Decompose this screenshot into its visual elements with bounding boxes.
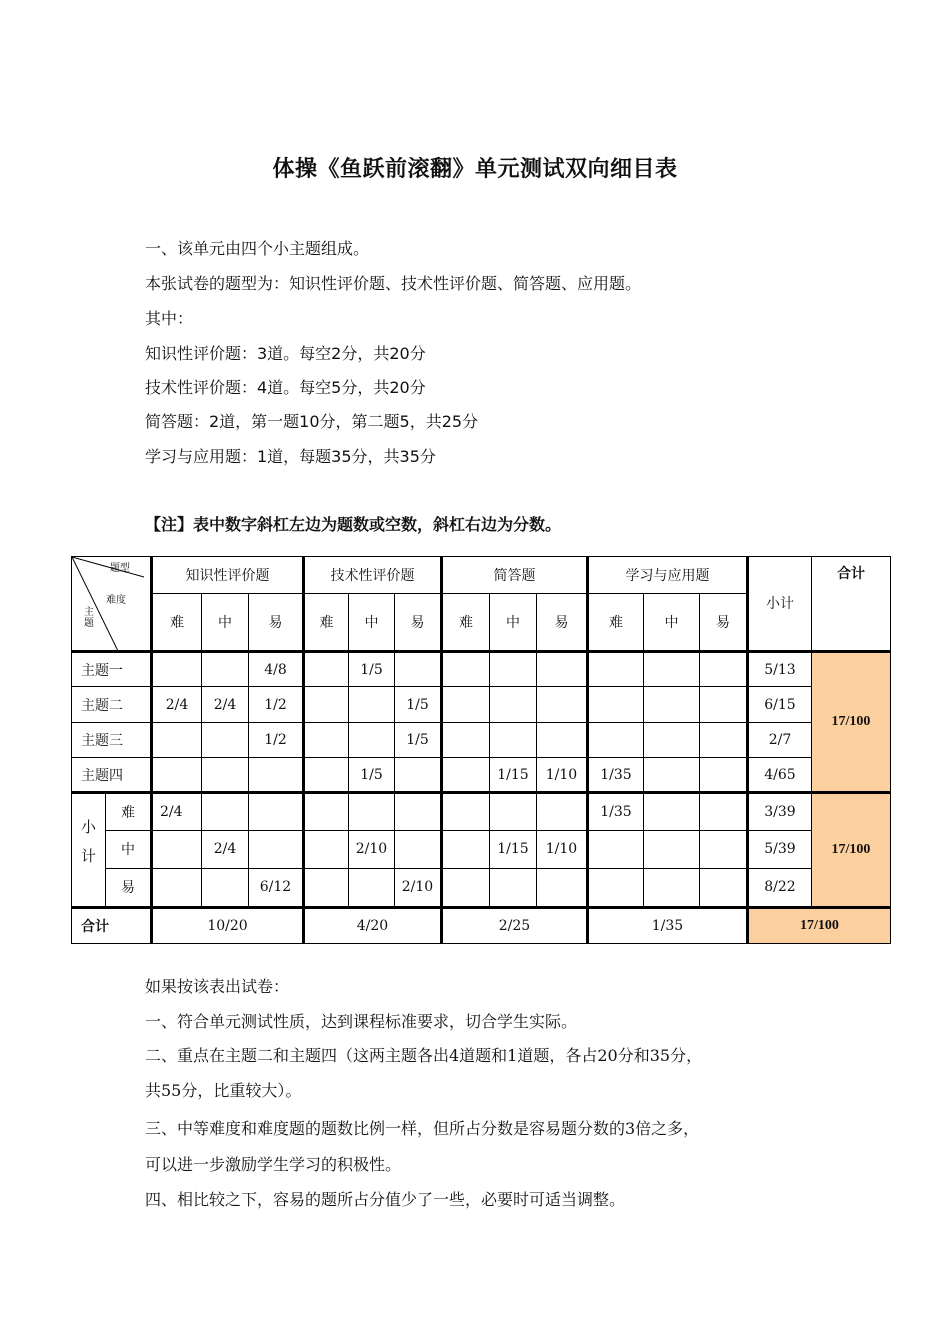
cell (349, 793, 395, 830)
cell: 2/4 (152, 687, 202, 722)
intro-line: 简答题：2道，第一题10分，第二题5，共25分 (145, 412, 479, 431)
conclusion-line: 四、相比较之下，容易的题所占分值少了一些，必要时可适当调整。 (145, 1190, 626, 1209)
level-label: 难 (106, 793, 152, 830)
cell: 1/5 (349, 651, 395, 686)
subtotal-cell: 5/39 (748, 830, 812, 868)
cell (202, 758, 249, 793)
level-header: 中 (349, 594, 395, 652)
cell: 1/15 (490, 758, 537, 793)
cell (304, 722, 349, 757)
topic-label: 主题三 (72, 722, 152, 757)
cell: 1/10 (537, 758, 588, 793)
conclusion-line: 三、中等难度和难度题的题数比例一样，但所占分数是容易题分数的3倍之多， (145, 1119, 700, 1138)
cell (442, 651, 490, 686)
total-application: 1/35 (588, 907, 748, 943)
cell (700, 687, 748, 722)
type-header-short-answer: 简答题 (442, 557, 588, 594)
cell (490, 722, 537, 757)
cell (152, 830, 202, 868)
cell (537, 651, 588, 686)
cell (490, 793, 537, 830)
level-header: 难 (304, 594, 349, 652)
cell (395, 793, 442, 830)
corner-header (72, 557, 152, 652)
corner-type-label: 题型 (110, 563, 130, 574)
cell (304, 758, 349, 793)
cell (304, 651, 349, 686)
cell: 2/10 (395, 869, 442, 907)
cell (588, 830, 644, 868)
total-row (72, 907, 891, 943)
cell (644, 758, 700, 793)
cell (700, 651, 748, 686)
table-row (72, 687, 891, 722)
cell: 2/4 (202, 687, 249, 722)
grand-total-cell: 17/100 (748, 907, 891, 943)
level-header: 难 (152, 594, 202, 652)
subtotal-cell: 6/15 (748, 687, 812, 722)
cell (588, 651, 644, 686)
subtotal-cell: 5/13 (748, 651, 812, 686)
cell (152, 869, 202, 907)
cell (537, 869, 588, 907)
topic-label: 主题一 (72, 651, 152, 686)
intro-line: 技术性评价题：4道。每空5分，共20分 (145, 378, 426, 397)
conclusion-line: 共55分，比重较大）。 (145, 1081, 302, 1100)
type-header-knowledge: 知识性评价题 (152, 557, 304, 594)
cell (152, 722, 202, 757)
level-header: 易 (395, 594, 442, 652)
cell (249, 793, 304, 830)
conclusion-line: 一、符合单元测试性质，达到课程标准要求，切合学生实际。 (145, 1012, 578, 1031)
topic-label: 主题四 (72, 758, 152, 793)
cell: 1/35 (588, 758, 644, 793)
cell: 1/35 (588, 793, 644, 830)
table-row (72, 869, 891, 907)
total-knowledge: 10/20 (152, 907, 304, 943)
level-header: 中 (202, 594, 249, 652)
cell (490, 869, 537, 907)
cell (588, 869, 644, 907)
level-group-label: 小计 (72, 793, 106, 907)
intro-line: 其中： (145, 309, 194, 328)
cell (442, 793, 490, 830)
cell (152, 651, 202, 686)
table-row (72, 793, 891, 830)
cell: 4/8 (249, 651, 304, 686)
cell (490, 687, 537, 722)
cell (588, 722, 644, 757)
level-header: 易 (700, 594, 748, 652)
cell (349, 722, 395, 757)
cell (537, 793, 588, 830)
table-row (72, 758, 891, 793)
cell (644, 722, 700, 757)
level-header: 难 (442, 594, 490, 652)
cell (304, 687, 349, 722)
conclusion-line: 如果按该表出试卷： (145, 977, 290, 996)
cell (395, 758, 442, 793)
level-header: 易 (249, 594, 304, 652)
cell (700, 830, 748, 868)
type-header-application: 学习与应用题 (588, 557, 748, 594)
cell (537, 687, 588, 722)
cell: 6/12 (249, 869, 304, 907)
cell (202, 722, 249, 757)
total-row-label: 合计 (72, 907, 152, 943)
cell (349, 869, 395, 907)
spec-table (71, 556, 891, 944)
corner-topic-label: 主题 (84, 607, 94, 629)
cell (304, 830, 349, 868)
type-header-technique: 技术性评价题 (304, 557, 442, 594)
subtotal-header: 小计 (748, 557, 812, 652)
cell: 2/4 (202, 830, 249, 868)
cell (588, 687, 644, 722)
table-row (72, 651, 891, 686)
level-label: 中 (106, 830, 152, 868)
cell (644, 869, 700, 907)
intro-line: 本张试卷的题型为：知识性评价题、技术性评价题、简答题、应用题。 (145, 274, 642, 293)
cell (644, 651, 700, 686)
cell (249, 830, 304, 868)
conclusion-line: 可以进一步激励学生学习的积极性。 (145, 1155, 402, 1174)
table-row (72, 722, 891, 757)
cell (644, 830, 700, 868)
total-technique: 4/20 (304, 907, 442, 943)
cell (249, 758, 304, 793)
topic-total-cell: 17/100 (812, 651, 891, 792)
intro-line: 学习与应用题：1道，每题35分，共35分 (145, 447, 436, 466)
table-note: 【注】表中数字斜杠左边为题数或空数，斜杠右边为分数。 (145, 515, 562, 534)
cell (442, 830, 490, 868)
cell: 1/10 (537, 830, 588, 868)
cell: 1/5 (395, 722, 442, 757)
total-header: 合计 (812, 557, 891, 652)
cell (537, 722, 588, 757)
cell (700, 722, 748, 757)
intro-line: 知识性评价题：3道。每空2分，共20分 (145, 344, 426, 363)
cell (304, 793, 349, 830)
level-label: 易 (106, 869, 152, 907)
subtotal-cell: 8/22 (748, 869, 812, 907)
corner-difficulty-label: 难度 (106, 595, 126, 606)
subtotal-cell: 2/7 (748, 722, 812, 757)
cell (442, 758, 490, 793)
cell (304, 869, 349, 907)
conclusion-line: 二、重点在主题二和主题四（这两主题各出4道题和1道题，各占20分和35分， (145, 1046, 703, 1065)
cell (202, 651, 249, 686)
cell (700, 758, 748, 793)
cell: 1/15 (490, 830, 537, 868)
cell: 1/2 (249, 687, 304, 722)
cell: 1/2 (249, 722, 304, 757)
level-header: 中 (644, 594, 700, 652)
cell: 2/4 (152, 793, 202, 830)
topic-label: 主题二 (72, 687, 152, 722)
level-total-cell: 17/100 (812, 793, 891, 907)
table-row (72, 830, 891, 868)
cell (490, 651, 537, 686)
subtotal-cell: 4/65 (748, 758, 812, 793)
cell: 1/5 (395, 687, 442, 722)
level-header: 难 (588, 594, 644, 652)
level-header: 易 (537, 594, 588, 652)
level-header: 中 (490, 594, 537, 652)
cell (202, 869, 249, 907)
cell (395, 651, 442, 686)
cell (442, 722, 490, 757)
cell (700, 869, 748, 907)
cell (442, 869, 490, 907)
cell: 2/10 (349, 830, 395, 868)
subtotal-cell: 3/39 (748, 793, 812, 830)
cell (700, 793, 748, 830)
cell (152, 758, 202, 793)
cell (349, 687, 395, 722)
cell (644, 793, 700, 830)
cell (395, 830, 442, 868)
cell (202, 793, 249, 830)
intro-line: 一、该单元由四个小主题组成。 (145, 239, 370, 258)
cell: 1/5 (349, 758, 395, 793)
cell (442, 687, 490, 722)
cell (644, 687, 700, 722)
total-short-answer: 2/25 (442, 907, 588, 943)
page-title: 体操《鱼跃前滚翻》单元测试双向细目表 (272, 157, 678, 182)
